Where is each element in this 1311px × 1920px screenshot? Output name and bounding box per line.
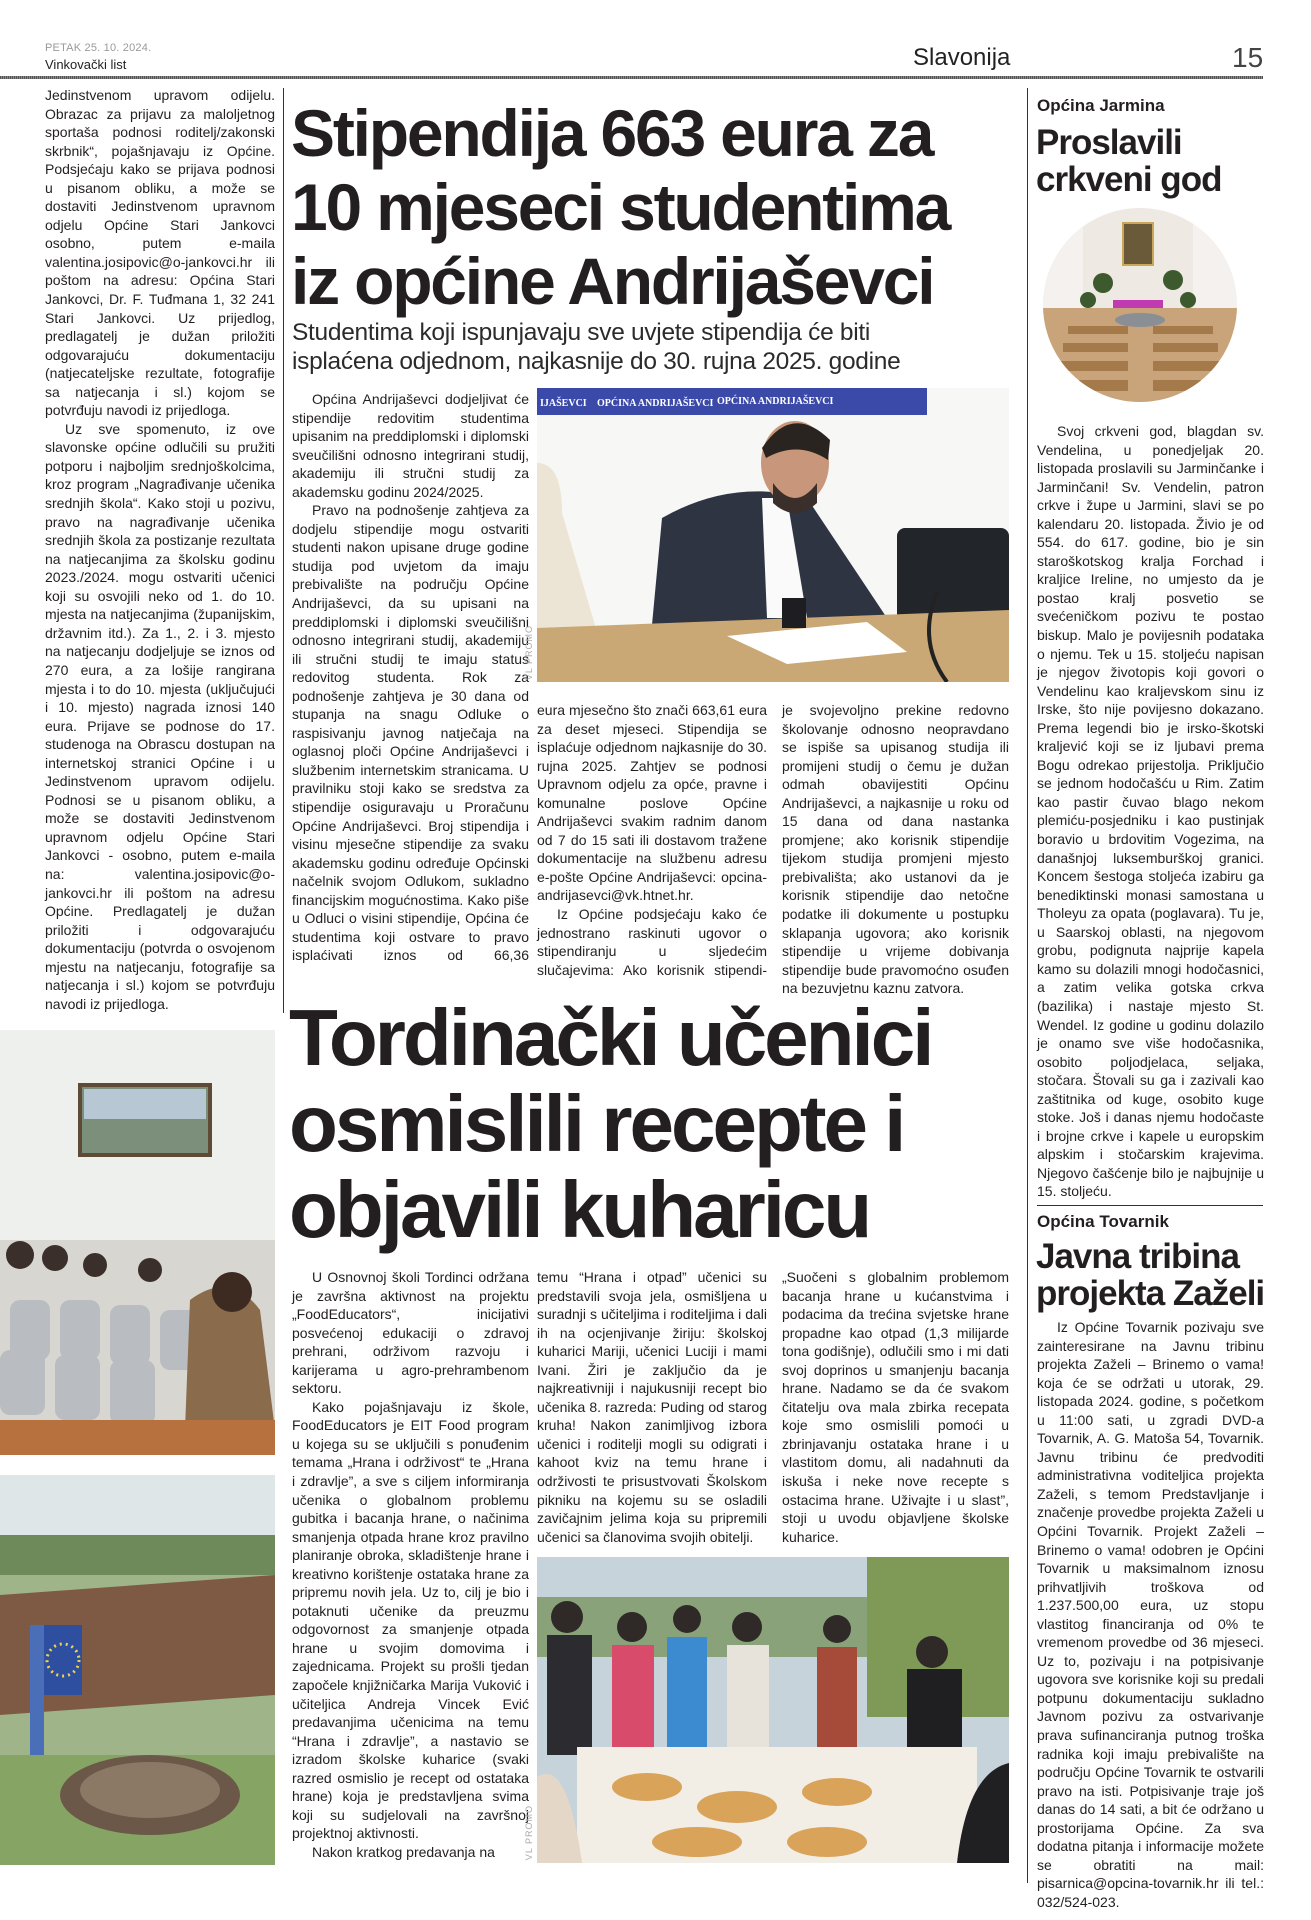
headline-tovarnik: [1036, 1238, 1264, 1312]
photo-credit: VL PROMO: [524, 625, 534, 681]
headline-line: crkveni god: [1036, 160, 1222, 199]
headline-line: Javna tribina: [1036, 1237, 1239, 1276]
headline-line: Tordinački učenici: [289, 993, 932, 1082]
banner-text: OPĆINA ANDRIJAŠEVCI: [597, 398, 714, 409]
kicker-tovarnik: Općina Tovarnik: [1037, 1212, 1169, 1231]
paragraph: Općina Andrijaševci dodjeljivat će stipendije redovitim studentima upisanim na preddiplomski i diplomski sveučilišni odnosno integrirani studij, akademiju ili stručni studij za akademsku godinu 2024/2025.: [292, 391, 529, 500]
garden-photo: [0, 1475, 275, 1865]
headline-tordinci: [289, 995, 931, 1253]
subheadline-stipendija: [292, 318, 900, 376]
article-column: [782, 701, 1009, 998]
headline-line: 10 mjeseci studentima: [291, 170, 950, 244]
article-column: [537, 1268, 767, 1546]
article-column: [537, 701, 767, 979]
headline-line: projekta Zaželi: [1036, 1274, 1265, 1313]
kicker-jarmina: Općina Jarmina: [1037, 96, 1165, 115]
headline-line: iz općine Andrijaševci: [291, 244, 934, 318]
article-body-jarmina: [1037, 422, 1264, 1201]
headline-line: Stipendija 663 eura za: [291, 96, 933, 170]
column-divider: [283, 88, 284, 1013]
paragraph: je svojevoljno prekine redovno školovanje odnosno neopravdano se ispiše sa upisanog studija ili promijeni studij o čemu je dužan odmah obavijestiti Općinu Andrijaševci, a najkasnije u roku od 15 dana od dana nastanka promjene; ako korisnik stipendije tijekom studija promjeni mjesto prebivališta; ako ustanovi da je korisnik stipendije dao netočne podatke ili dokumente u postupku sklapanja ugovora; ako korisnik stipendije u vrijeme dobivanja stipendije bude pravomoćno osuđen na bezuvjetnu kaznu zatvora.: [782, 702, 1009, 997]
paragraph: eura mjesečno što znači 663,61 eura za deset mjeseci. Stipendija se isplaćuje odjednom najkasnije do 30. rujna 2025. Zahtjev se podnosi Upravnom odjelu za opće, pravne i komunalne poslove Općine Andrijaševci svakim radnim danom od 7 do 15 sati ili dostavom tražene dokumentacije na službenu adresu e-pošte Općine Andrijaševci: opcina-andrijasevci@vk.htnet.hr.: [537, 702, 767, 904]
left-column-article: [45, 86, 275, 1013]
section-rule: [1037, 1205, 1263, 1206]
section-title: Slavonija: [913, 44, 1011, 71]
issue-date: PETAK 25. 10. 2024.: [45, 42, 152, 54]
paragraph: Iz Općine podsjećaju kako će jednostrano raskinuti ugovor o stipendiranju u sljedećim slučajevima: Ako korisnik stipendi-: [537, 906, 767, 978]
headline-stipendija: [291, 96, 949, 318]
headline-jarmina: [1036, 124, 1221, 198]
paragraph: Kako pojašnjavaju iz škole, FoodEducators je EIT Food program u kojega su se uključili s ponuđenim temama „Hrana i održivost“ te „Hrana i zdravlje”, a sve s ciljem informiranja učenika o globalnom problemu gubitka i bacanja hrane, o načinima smanjenja otpada hrane kroz pravilno planiranje obroka, skladištenje hrane i kreativno korištenje ostataka hrane za pripremu novih jela. Uz to, cilj je bio i potaknuti učenike da preuzmu odgovornost za smanjenje otpada hrane u svojim domovima i zajednicama. Projekt su prošli tjedan započele knjižničarka Marija Vuković i učiteljica Andreja Vincek Ević predavanjima učenicima na temu “Hrana i zdravlje”, a nastavio se izradom školske kuharice (svaki razred osmislio je recept od ostataka hrane) koja je predstavljena svima koji su sudjelovali na završnoj projektnoj aktivnosti.: [292, 1398, 529, 1842]
subheadline-line: isplaćena odjednom, najkasnije do 30. rujna 2025. godine: [292, 348, 901, 375]
photo-credit: VL PROMO: [524, 1805, 534, 1861]
page-number: 15: [1232, 42, 1264, 73]
paragraph: Svoj crkveni god, blagdan sv. Vendelina, u ponedjeljak 20. listopada proslavili su Jarminčanke i Jarminčani! Sv. Vendelin, patron crkve i župe u Jarmini, slavi se po kalendaru 20. listopada. Živio je od 554. do 617. godine, bio je sin staroškotskog kralja Forchad i kraljice Ireline, no umjesto da je postao kralj posvetio se svećeničkom pozivu te postao biskup. Malo je povijesnih podataka o njemu. Tek u 15. stoljeću napisan je njegov životopis koji govori o Vendelinu kao kraljevskom sinu iz Irske, što nije povijesno dokazano. Prema legendi bio je irsko-škotski kraljević koji se iz ljubavi prema Bogu odrekao prijestolja. Priključio se jednom hodočašću u Rim. Zatim kao pastir čuvao blago nekom plemiću-posjedniku i kao pustinjak boravio u brdovitim Vogezima, na današnjoj luksemburškoj granici. Koncem šestoga stoljeća izabiru ga benediktinski monasi samostana u Tholeyu za opata (poglavara). Tu je, u Saarskoj oblasti, na njegovom grobu, podignuta najprije kapela kamo su dolazili mnogi hodočasnici, a zatim velika gotska crkva (bazilika) i nastaje mjesto St. Wendel. Iz godine u godinu dolazilo je onamo sve više hodočasnika, osobito poljodjelaca, seljaka, stočara. Štovali su ga i zazivali kao zaštitnika od kuge, osobito kuge stoke. Još i danas njemu hodočaste i brojne crkve i kapele u europskim alpskim i stočarskim krajevima. Njegovo čašćenje bilo je najbujnije u 15. stoljeću.: [1037, 423, 1264, 1200]
classroom-photo: [0, 1030, 275, 1455]
newspaper-name: Vinkovački list: [45, 57, 127, 72]
paragraph: Pravo na podnošenje zahtjeva za dodjelu stipendije mogu ostvariti studenti nakon upisane druge godine studija pod uvjetom da imaju prebivalište na području Općine Andrijaševci, da su upisani na preddiplomski i diplomski sveučilišni odnosno integrirani studij, akademiju ili stručni studij te imaju status redovitog studenta. Rok za podnošenje zahtjeva je 30 dana od stupanja na snagu Odluke o raspisivanju javnog natječaja na oglasnoj ploči Općine Andrijaševci i službenim internetskim stranicama. U pravilniku stoji kako se sredstva za stipendije osiguravaju u Proračunu Općine Andrijaševci. Broj stipendija i visinu mjesečne stipendije za svaku akademsku godinu određuje Općinski načelnik svojom Odlukom, sukladno financijskim mogućnostima. Kako piše u Odluci o visini stipendije, Općina će studentima koji ostvare to pravo isplaćivati iznos od 66,36: [292, 502, 529, 964]
column-divider: [1027, 88, 1028, 1883]
signing-photo: [537, 388, 1009, 682]
subheadline-line: Studentima koji ispunjavaju sve uvjete stipendija će biti: [292, 319, 871, 346]
banner-text: OPĆINA ANDRIJAŠEVCI: [717, 396, 834, 407]
header-rule: [0, 76, 1263, 79]
article-column: [292, 390, 529, 965]
paragraph: Jedinstvenom upravom odijelu. Obrazac za prijavu za maloljetnog sportaša podnosi roditelj/zakonski skrbnik“, pojašnjavaju iz Općine. Podsjećaju kako se prijava podnosi u pisanom obliku, a može se dostaviti Jedinstvenom upravnom odjelu Općine Stari Jankovci osobno, putem e-maila valentina.josipovic@o-jankovci.hr ili poštom na adresu: Općina Stari Jankovci, Dr. F. Tuđmana 1, 32 241 Stari Jankovci. Uz prijedlog, predlagatelj je dužan priložiti odgovarajuću dokumentaciju (natjecateljske rezultate, fotografije sa natjecanja i sl.) kojom se potvrđuju navodi iz prijedloga.: [45, 87, 275, 419]
picnic-photo: [537, 1557, 1009, 1863]
article-body-tovarnik: [1037, 1318, 1264, 1912]
church-photo: [1043, 208, 1237, 402]
headline-line: objavili kuharicu: [289, 1165, 870, 1254]
paragraph: „Suočeni s globalnim problemom bacanja hrane u kućanstvima i podacima da trećina svjetske hrane propadne kao otpad (1,3 milijarde tona godišnje), odlučili smo i mi dati svoj doprinos u smanjenju bacanja hrane. Nadamo se da će svakom čitatelju ova mala zbirka recepata koje smo osmislili pomoći u zbrinjavanju ostataka hrane i u vlastitom domu, ali nadahnuti da iskuša i neke nove recepte s ostacima hrane. Uživajte i u slast”, stoji u uvodu objavljene školske kuharice.: [782, 1269, 1009, 1545]
paragraph: temu “Hrana i otpad” učenici su predstavili svoja jela, osmišljena u suradnji s učiteljima i roditeljima i dali ih na ocjenjivanje žiriju: školskoj kuharici Mariji, učenici Luciji i mami Ivani. Žiri je zaključio da je najkreativniji i najukusniji recept bio učenika 8. razreda: Puding od starog kruha! Nakon zanimljivog izbora učenici i roditelji mogli su odigrati i kahoot kviz na temu hrane i održivosti te prisustvovati Školskom pikniku na kojemu su se osladili zavičajnim jelima koja su pripremili učenici sa članovima svojih obitelji.: [537, 1269, 767, 1545]
headline-line: Proslavili: [1036, 123, 1182, 162]
paragraph: Iz Općine Tovarnik pozivaju sve zainteresirane na Javnu tribinu projekta Zaželi – Brinemo o vama! koja će se održati u utorak, 29. listopada 2024. godine, s početkom u 11:00 sati, u zgradi DVD-a Tovarnik, A. G. Matoša 54, Tovarnik. Javnu tribinu će predvoditi administrativna voditeljica projekta Zaželi, s temom Predstavljanje i značenje provedbe projekta Zaželi u Općini Tovarnik. Projekt Zaželi – Brinemo o vama! odobren je Općini Tovarnik u maksimalnom iznosu prihvatljivih troškova od 1.237.500,00 eura, uz stopu vlastitog financiranja od 0% te vremenom provedbe od 36 mjeseci. Uz to, pozivaju i na potpisivanje ugovora sve korisnike koji su predali potpunu dokumentaciju sukladno Javnom pozivu za ostvarivanje prava sufinanciranja putnog troška radnika koji imaju prebivalište na području Općine Tovarnik te ostvarili pravo na isti. Potpisivanje traje još danas do 14 sati, a bit će održano u prostorijama Općine. Za sva dodatna pitanja i informacije možete se obratiti na mail: pisarnica@opcina-tovarnik.hr ili tel.: 032/524-023.: [1037, 1319, 1264, 1910]
banner-text: IJAŠEVCI: [540, 398, 587, 409]
paragraph: U Osnovnoj školi Tordinci održana je završna aktivnost na projektu „FoodEducators“, inicijativi posvećenoj edukaciji o zdravoj prehrani, održivom razvoju i karijerama u agro-prehrambenom sektoru.: [292, 1269, 529, 1397]
article-column: [782, 1268, 1009, 1546]
paragraph: Nakon kratkog predavanja na: [312, 1843, 495, 1860]
headline-line: osmislili recepte i: [289, 1079, 904, 1168]
paragraph: Uz sve spomenuto, iz ove slavonske općine odlučili su pružiti potporu i najboljim srednjoškolcima, kroz program „Nagrađivanje učenika srednjih škola“. Kako stoji u pozivu, pravo na nagrađivanje učenika srednjih škola za postizanje rezultata na natjecanjima za školsku godinu 2023./2024. mogu ostvariti učenici koji su osvojili neko od 1. do 10. mjesta na natjecanjima (županijskim, državnim itd.). Za 1., 2. i 3. mjesto na natjecanju dodjeljuje se iznos od 270 eura, a za lošije rangirana mjesta i to do 10. mjesta (uključujući i 10. mjesto) nagrada iznosi 140 eura. Prijave se podnose do 17. studenoga na Obrascu dostupan na internetskoj stranici Općine i u Jedinstvenom upravom odijelu. Podnosi se u pisanom obliku, a može se dostaviti Jedinstvenom upravnom odjelu Općine Stari Jankovci - osobno, putem e-maila na: valentina.josipovic@o-jankovci.hr ili poštom na adresu Općine. Predlagatelj je dužan priložiti i odgovarajuću dokumentaciju (potvrda o osvojenom mjestu na natjecanju, fotografije sa natjecanja i sl.) kojom se potvrđuju navodi iz prijedloga.: [45, 420, 275, 1012]
article-column: [292, 1268, 529, 1862]
